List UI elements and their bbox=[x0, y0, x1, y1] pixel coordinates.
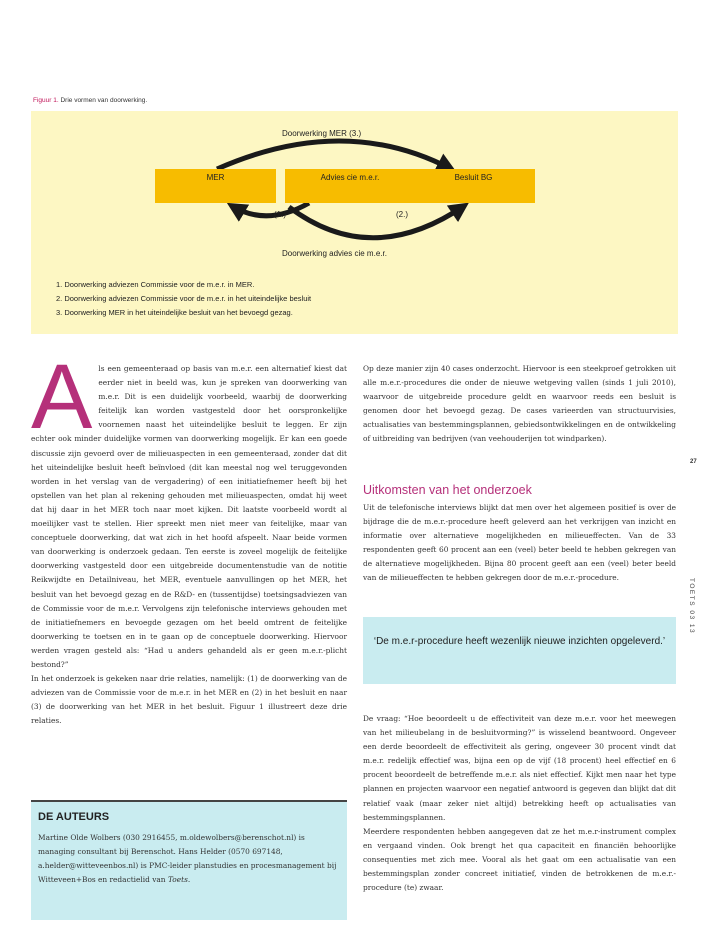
figure-caption-label: Figuur 1. bbox=[33, 97, 59, 104]
figure-caption bbox=[33, 97, 147, 104]
dropcap: A bbox=[31, 346, 93, 448]
figure-panel bbox=[31, 111, 678, 334]
pull-quote: ‘De m.e.r-procedure heeft wezenlijk nieuwe inzichten opgeleverd.’ bbox=[373, 636, 666, 647]
right-column-lower bbox=[363, 712, 676, 895]
intro-paragraph bbox=[31, 346, 347, 672]
box-advies-cie-mer: Advies cie m.e.r. bbox=[285, 169, 415, 203]
authors-title: DE AUTEURS bbox=[38, 811, 110, 823]
legend-item: 1. Doorwerking adviezen Commissie voor de m.e.r. in MER. bbox=[56, 280, 255, 289]
section-heading: Uitkomsten van het onderzoek bbox=[363, 483, 532, 497]
left-column bbox=[31, 346, 347, 728]
pull-quote-box bbox=[363, 617, 676, 684]
intro-paragraph-text: ls een gemeenteraad op basis van m.e.r. een alternatief kiest dat eerder niet in beeld was, kun je spreken van doorwerking van m.e.r. Dit is een duidelijk voorbeeld, waarbij de doorwerking feitelijk kan worden vastgesteld door het oorspronkelijke voornemen naast het uiteindelijke besluit te leggen. Er zijn echter ook minder duidelijke vormen van doorwerking mogelijk. Er kan een goede discussie zijn gevoerd over de milieuaspecten in een gemeenteraad, zonder dat dit het uiteindelijke besluit heeft beïnvloed (dit kan meestal nog wel teruggevonden worden in het verslag van de vergadering) of een initiatiefnemer heeft bij het opstellen van het plan al rekening gehouden met milieuaspecten, omdat hij weet dat hij daar in het MER toch naar moet kijken. Dit laatste voorbeeld wordt al moeilijker vast te stellen. Hier spreekt men niet meer van feitelijke, maar van conceptuele doorwerking, dat wat zich in het hoofd afspeelt. Naar beide vormen van doorwerking is onderzoek gedaan. Ten eerste is zoveel mogelijk de feitelijke doorwerking vastgesteld door een uitgebreide documentenstudie van de notitie Reikwijdte en Detailniveau, het MER, eventuele aanvullingen op het MER, het besluit van het bevoegd gezag en de R&D- en (tussentijdse) toetsingsadviezen van de Commissie voor de m.e.r. Vervolgens zijn telefonische interviews gehouden met de initiatiefnemers en bevoegde gezagen om het beeld omtrent de feitelijke doorwerking te toetsen en in te gaan op de conceptuele doorwerking. Hiervoor werden vragen gesteld als: “Had u anders gehandeld als er geen m.e.r.-plicht bestond?” bbox=[31, 364, 347, 669]
paragraph: Op deze manier zijn 40 cases onderzocht. Hiervoor is een steekproef getrokken uit alle m.e.r.-procedures die onder de nieuwe wetgeving vallen (sinds 1 juli 2010), waarvoor de uitgebreide procedure geldt en waarvoor reeds een besluit is genomen door het bevoegd gezag. De cases varieerden van structuurvisies, actualisaties van bestemmingsplannen, gebiedsontwikkelingen en de ontwikkeling of uitbreiding van bedrijven (van veehouderijen tot windparken). bbox=[363, 364, 676, 444]
journal-name: Toets bbox=[167, 875, 188, 885]
authors-box bbox=[31, 800, 347, 920]
right-column-results bbox=[363, 501, 676, 586]
authors-text bbox=[38, 831, 338, 887]
box-mer: MER bbox=[155, 169, 276, 203]
legend-item: 3. Doorwerking MER in het uiteindelijke besluit van het bevoegd gezag. bbox=[56, 308, 293, 317]
arrow-advies-to-besluit bbox=[289, 206, 464, 238]
box-besluit-bg: Besluit BG bbox=[412, 169, 535, 203]
label-doorwerking-advies: Doorwerking advies cie m.e.r. bbox=[282, 249, 387, 258]
arrow-mer-to-besluit bbox=[217, 141, 451, 169]
authors-end: . bbox=[187, 875, 191, 885]
figure-caption-text: Drie vormen van doorwerking. bbox=[60, 97, 148, 104]
label-relation-1: (1.) bbox=[274, 210, 286, 219]
label-doorwerking-mer: Doorwerking MER (3.) bbox=[282, 129, 362, 138]
paragraph: Meerdere respondenten hebben aangegeven dat ze het m.e.r-instrument complex en vergaand vinden. Ook brengt het qua capaciteit en financiën behoorlijke consequenties met zich mee. Vooral als het gaat om een actualisatie van een bestemmingsplan zonder concreet initiatief, vinden de betrokkenen de m.e.r.-procedure (te) zwaar. bbox=[363, 826, 676, 893]
paragraph: Uit de telefonische interviews blijkt dat men over het algemeen positief is over de bijdrage die de m.e.r.-procedure heeft geleverd aan het verkrijgen van inzicht en informatie over alternatieve mogelijkheden en milieueffecten. Van de 33 respondenten geeft 60 procent aan een (veel) beter beeld te hebben gekregen van de alternatieve mogelijkheden. Bijna 80 procent geeft aan een (veel) beter beeld van de milieueffecten te hebben gekregen door de m.e.r.-procedure. bbox=[363, 503, 676, 583]
figure-legend-list bbox=[56, 278, 311, 320]
label-relation-2: (2.) bbox=[396, 210, 408, 219]
legend-item: 2. Doorwerking adviezen Commissie voor de m.e.r. in het uiteindelijke besluit bbox=[56, 294, 312, 303]
paragraph: De vraag: “Hoe beoordeelt u de effectiviteit van deze m.e.r. voor het meewegen van het milieubelang in de besluitvorming?” is wisselend beantwoord. Ongeveer een derde beoordeelt de effectiviteit als gering, ongeveer 30 procent vindt dat m.e.r. redelijk effectief was, bijna een op de vijf (18 procent) heel effectief en 6 procent beoordeelt de betreffende m.e.r. als niet effectief. Kijkt men naar het type plannen en projecten waarvoor een negatief antwoord is gegeven dan blijkt dat dit relatief vaak (maar zeker niet altijd) betrekking heeft op actualisaties van bestemmingsplannen. bbox=[363, 714, 676, 822]
authors-bio: Martine Olde Wolbers (030 2916455, m.oldewolbers@berenschot.nl) is managing consultant bij Berenschot. Hans Helder (0570 697148, a.helder@witteveenbos.nl) is PMC-leider planstudies en procesmanagement bij Witteveen+Bos en redactielid van bbox=[38, 833, 337, 885]
page-number: 27 bbox=[690, 459, 697, 465]
right-column bbox=[363, 362, 676, 447]
running-head: TOETS 03 13 bbox=[688, 578, 695, 635]
paragraph: In het onderzoek is gekeken naar drie relaties, namelijk: (1) de doorwerking van de adviezen van de Commissie voor de m.e.r. in het MER en (2) in het besluit en naar (3) de doorwerking van het MER in het besluit. Figuur 1 illustreert deze drie relaties. bbox=[31, 674, 347, 726]
